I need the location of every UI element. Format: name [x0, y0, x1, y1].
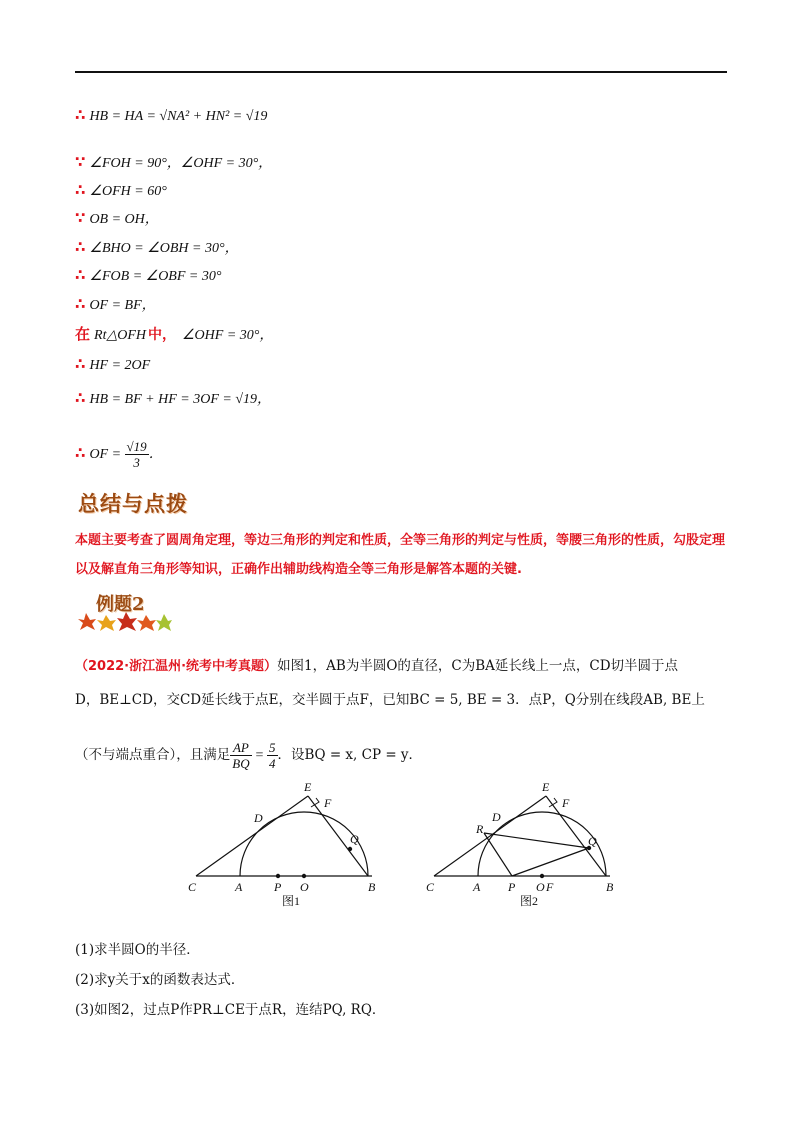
label-b: B: [606, 880, 614, 894]
question-3: (3)如图2，过点P作PR⊥CE于点R，连结PQ, RQ．: [75, 1002, 386, 1018]
of-fraction: [125, 439, 149, 470]
step-text: OF = BF，: [89, 298, 156, 313]
example-heading: 例题2: [96, 594, 145, 615]
leaf-icon: [97, 615, 116, 631]
label-c: C: [426, 880, 435, 894]
line-rq: [484, 833, 589, 848]
ap-numerator: AP: [230, 740, 251, 756]
five-numerator: 5: [269, 740, 276, 755]
of-fraction-denominator: 3: [133, 454, 140, 470]
top-rule: [75, 71, 727, 73]
question-2: (2)求y关于x的函数表达式．: [75, 972, 245, 988]
label-o: O: [300, 880, 309, 894]
therefore-symbol: ∴: [75, 389, 86, 407]
point-q: [348, 847, 352, 851]
step-text: ∠FOB = ∠OBF = 30°: [89, 269, 222, 284]
therefore-symbol: ∴: [75, 355, 86, 373]
step-2: [75, 152, 272, 174]
figure-1-caption: 图1: [282, 894, 301, 908]
figure-2-caption: 图2: [520, 894, 539, 908]
leaf-icon: [137, 615, 156, 631]
label-f-top: F: [562, 796, 570, 810]
figure-2: [418, 775, 628, 910]
therefore-symbol: ∴: [75, 106, 86, 124]
ap-bq-fraction: [230, 740, 251, 771]
step-3: [75, 180, 167, 202]
point-o: [540, 874, 544, 878]
step-text: ∠BHO = ∠OBH = 30°，: [89, 241, 239, 256]
step-9: [75, 354, 150, 376]
therefore-symbol: ∴: [75, 295, 86, 313]
triangle-name: Rt△OFH: [94, 328, 146, 343]
bq-denominator: BQ: [232, 756, 250, 771]
label-q: Q: [350, 832, 359, 846]
label-d: D: [492, 810, 501, 824]
line-eb: [546, 796, 606, 876]
summary-heading: 总结与点拨: [78, 492, 188, 516]
label-p: P: [508, 880, 516, 894]
label-a: A: [473, 880, 481, 894]
label-f: F: [546, 880, 554, 894]
step-11: ∴ OF = $\frac{√19}{3}$ ．: [75, 438, 163, 470]
leaf-icon: [78, 613, 96, 630]
leaf-icon: [156, 614, 172, 631]
problem-text-1: 如图1，AB为半圆O的直径，C为BA延长线上一点，CD切半圆于点: [277, 658, 679, 674]
label-e: E: [304, 780, 312, 794]
step-text: ∠OHF = 30°，: [182, 328, 274, 343]
because-symbol: ∵: [75, 153, 86, 171]
therefore-symbol: ∴: [75, 444, 86, 462]
therefore-symbol: ∴: [75, 238, 86, 256]
step-1: [75, 105, 267, 127]
problem-source: （2022·浙江温州·统考中考真题）: [75, 659, 278, 674]
step-6: [75, 265, 221, 287]
five-fourths-fraction: [267, 740, 278, 771]
step-text: OB = OH，: [89, 212, 159, 227]
step-7: [75, 294, 156, 316]
point-p: [276, 874, 280, 878]
in-label: 在: [75, 325, 91, 343]
because-symbol: ∵: [75, 209, 86, 227]
label-p: P: [274, 880, 282, 894]
line-ce: [434, 796, 546, 876]
step-text: HB = BF + HF = 3OF = √19，: [89, 392, 271, 407]
leaf-icon: [117, 612, 137, 631]
label-b: B: [368, 880, 376, 894]
question-1: (1)求半圆O的半径．: [75, 942, 200, 958]
in-suffix: 中，: [148, 327, 176, 343]
problem-line-3: （不与端点重合），且满足 $\frac{AP}{BQ}$ = $\frac{5}{4}$ ．设BQ = x, CP = y．: [75, 740, 423, 771]
step-text: ∠FOH = 90°，∠OHF = 30°，: [89, 156, 273, 171]
figure-1: [180, 775, 390, 910]
label-r: R: [476, 822, 484, 836]
point-o: [302, 874, 306, 878]
sqrt-expression: √NA² + HN² = √19: [159, 109, 268, 124]
of-fraction-numerator: √19: [126, 438, 147, 454]
step-4: [75, 208, 159, 230]
step-5: [75, 237, 239, 259]
problem-text-3a: （不与端点重合），且满足: [75, 747, 231, 763]
step-10: [75, 388, 271, 410]
line-eb: [308, 796, 368, 876]
step-text: HB = HA =: [89, 109, 160, 124]
line-pr: [484, 833, 512, 876]
step-text: HF = 2OF: [89, 358, 151, 373]
label-q: Q: [588, 834, 597, 848]
label-a: A: [235, 880, 243, 894]
label-f: F: [324, 796, 332, 810]
summary-text: 本题主要考查了圆周角定理，等边三角形的判定和性质，全等三角形的判定与性质，等腰三角形的性质，勾股定理以及解直角三角形等知识，正确作出辅助线构造全等三角形是解答本题的关键.: [75, 533, 726, 577]
label-o: O: [536, 880, 545, 894]
problem-line-2: [75, 689, 735, 711]
problem-text-3b: ．设BQ = x, CP = y．: [277, 747, 423, 763]
problem-line-1: [75, 655, 735, 678]
label-e: E: [542, 780, 550, 794]
problem-text-2: D，BE⊥CD，交CD延长线于点E，交半圆于点F，已知BC = 5, BE = 3．点P，Q分别在线段AB, BE上: [75, 692, 705, 708]
label-d: D: [254, 811, 263, 825]
step-8: [75, 324, 273, 346]
therefore-symbol: ∴: [75, 181, 86, 199]
four-denominator: 4: [269, 756, 276, 771]
line-ce: [196, 796, 308, 876]
step-text: ∠OFH = 60°: [89, 184, 167, 199]
therefore-symbol: ∴: [75, 266, 86, 284]
leaves-decoration-icon: [76, 610, 172, 634]
line-pq: [512, 848, 589, 876]
label-c: C: [188, 880, 197, 894]
step-text: OF =: [89, 447, 125, 462]
